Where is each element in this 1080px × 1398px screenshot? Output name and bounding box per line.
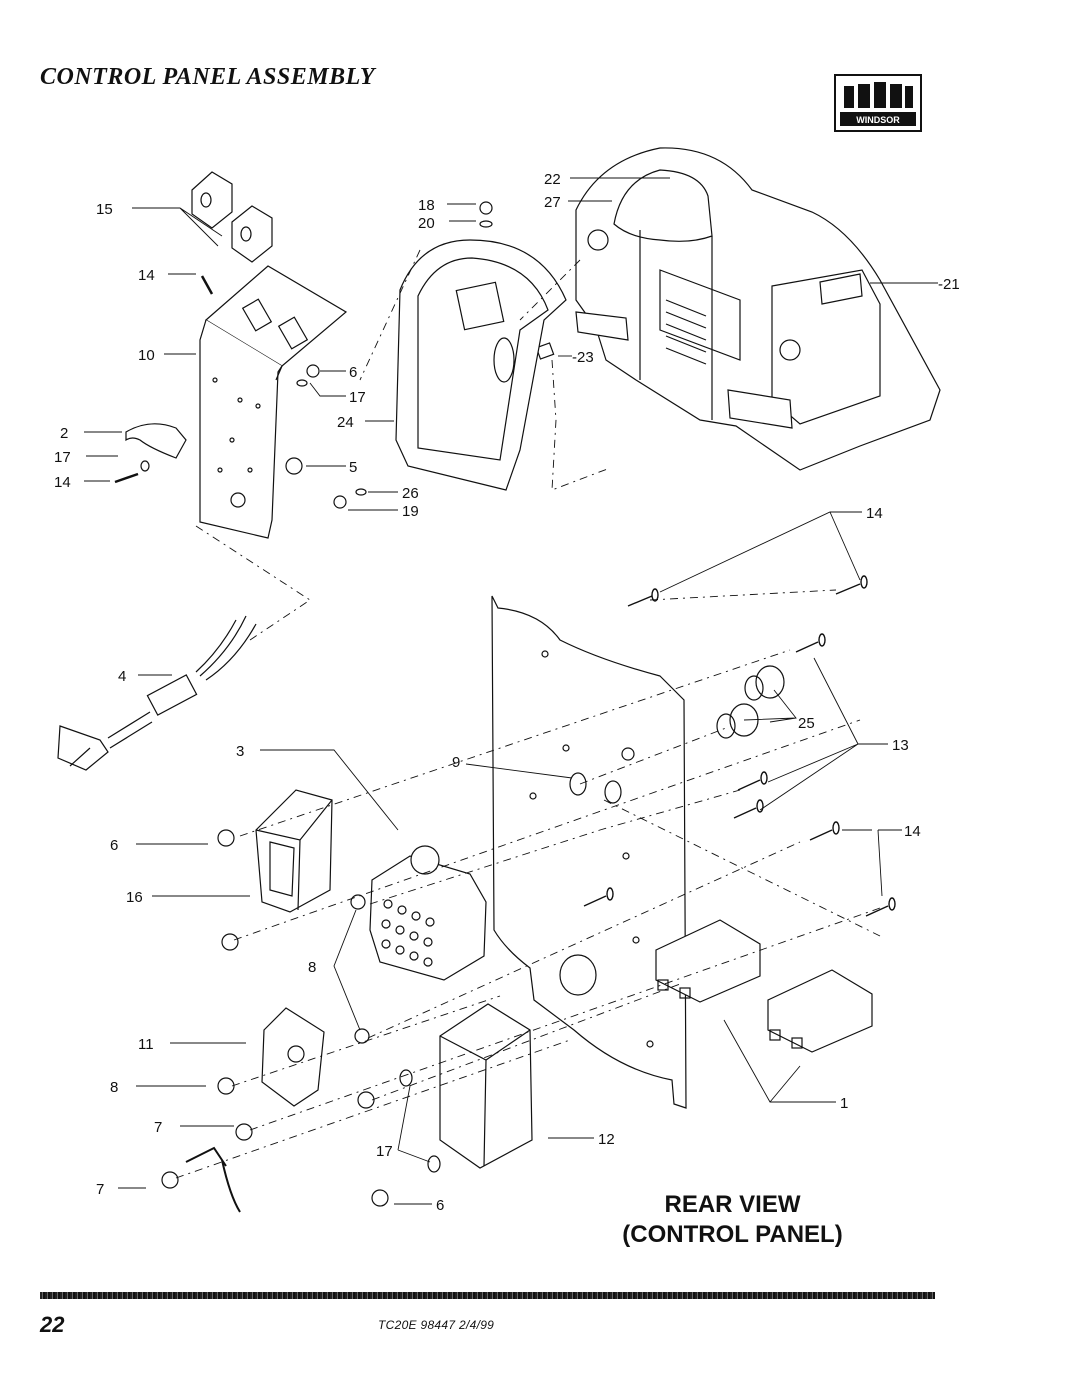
callout-14: 14 bbox=[138, 267, 155, 284]
callout-7: 7 bbox=[96, 1181, 105, 1198]
logo-text: WINDSOR bbox=[856, 115, 900, 125]
callout-18: 18 bbox=[418, 197, 435, 214]
callout-6: 6 bbox=[436, 1197, 445, 1214]
callout-27: 27 bbox=[544, 194, 561, 211]
callout-7: 7 bbox=[154, 1119, 163, 1136]
callout-8: 8 bbox=[110, 1079, 119, 1096]
power-cord-part bbox=[58, 616, 256, 770]
callout-6: 6 bbox=[110, 837, 119, 854]
callout-10: 10 bbox=[138, 347, 155, 364]
terminal-block-part bbox=[370, 846, 486, 980]
callout-9: 9 bbox=[452, 754, 461, 771]
callout-13: 13 bbox=[892, 737, 909, 754]
callout-21: -21 bbox=[938, 276, 960, 293]
callout-14: 14 bbox=[866, 505, 883, 522]
callout-19: 19 bbox=[402, 503, 419, 520]
callout-14: 14 bbox=[54, 474, 71, 491]
callout-11: 11 bbox=[138, 1036, 154, 1053]
footer-rule bbox=[40, 1292, 935, 1299]
machine-body-part bbox=[576, 148, 940, 470]
callout-24: 24 bbox=[337, 414, 354, 431]
page-number: 22 bbox=[40, 1312, 65, 1337]
rocker-switch-part bbox=[192, 172, 272, 262]
cord-hook-part bbox=[126, 424, 186, 458]
capacitor-box-part bbox=[440, 1004, 532, 1168]
page-title: CONTROL PANEL ASSEMBLY bbox=[40, 64, 376, 90]
relay-part bbox=[262, 1008, 324, 1106]
callout-22: 22 bbox=[544, 171, 561, 188]
circuit-breaker-part bbox=[656, 920, 872, 1052]
callout-3: 3 bbox=[236, 743, 245, 760]
callout-15: 15 bbox=[96, 201, 113, 218]
callout-6: 6 bbox=[349, 364, 358, 381]
view-caption bbox=[600, 1190, 865, 1250]
callout-23: -23 bbox=[572, 349, 594, 366]
callout-14: 14 bbox=[904, 823, 921, 840]
control-housing-part bbox=[396, 240, 566, 490]
callout-17: 17 bbox=[54, 449, 71, 466]
callout-1: 1 bbox=[840, 1095, 849, 1112]
callout-2: 2 bbox=[60, 425, 69, 442]
callout-17: 17 bbox=[349, 389, 366, 406]
callout-17: 17 bbox=[376, 1143, 393, 1160]
view-caption-line1: REAR VIEW bbox=[664, 1191, 801, 1218]
callout-26: 26 bbox=[402, 485, 419, 502]
callout-5: 5 bbox=[349, 459, 358, 476]
callout-12: 12 bbox=[598, 1131, 615, 1148]
callout-16: 16 bbox=[126, 889, 143, 906]
callout-8: 8 bbox=[308, 959, 317, 976]
document-code: TC20E 98447 2/4/99 bbox=[378, 1318, 495, 1332]
switch-bracket-part bbox=[200, 266, 346, 538]
callout-4: 4 bbox=[118, 668, 127, 685]
callout-25: 25 bbox=[798, 715, 815, 732]
callout-20: 20 bbox=[418, 215, 435, 232]
view-caption-line2: (CONTROL PANEL) bbox=[622, 1221, 843, 1248]
